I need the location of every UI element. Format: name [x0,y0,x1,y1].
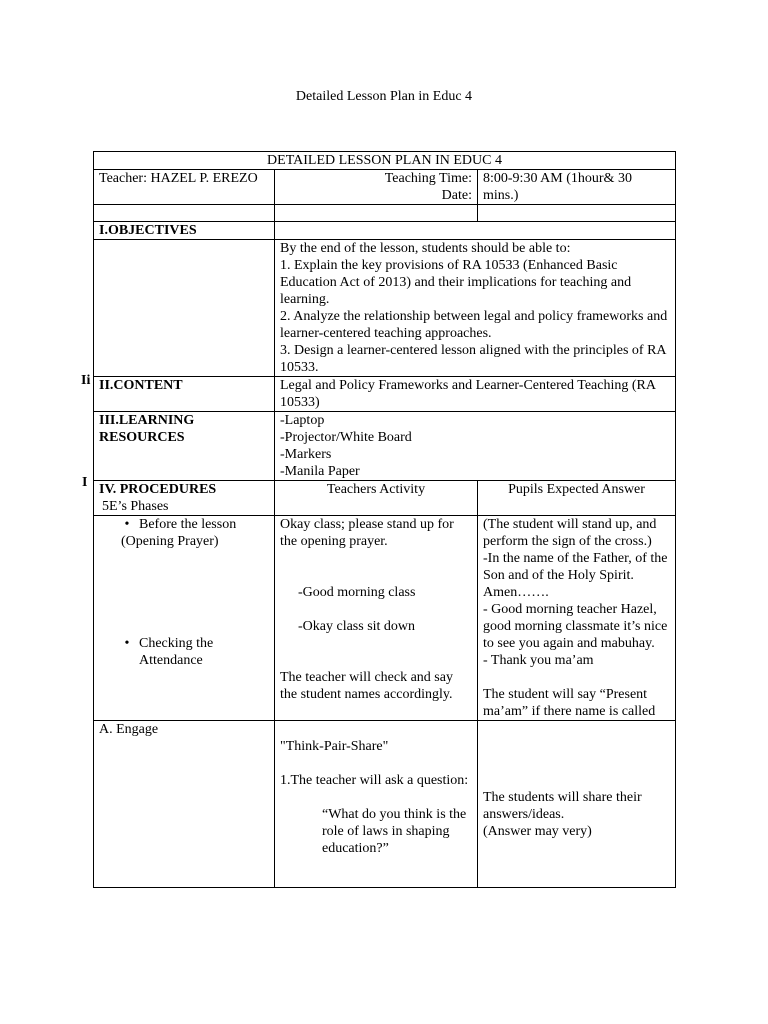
table-header-row [94,152,676,170]
pupil-line: (The student will stand up, and perform the sign of the cross.) [483,517,657,549]
before-lesson-label: Before the lesson [139,517,237,532]
phases-subheading: 5E’s Phases [102,499,169,514]
engage-activity: "Think-Pair-Share" [280,739,389,754]
margin-mark-content: Ii [81,373,91,388]
engage-row [94,721,676,888]
procedures-heading: IV. PROCEDURES [99,482,217,497]
time-date-labels [275,170,478,205]
content-heading: II.CONTENT [94,377,275,412]
teacher-line: -Okay class sit down [298,619,416,634]
pupil-line: The students will share their answers/ideas. [483,790,642,822]
before-lesson-row [94,516,676,721]
blank-cell [94,205,275,222]
resources-heading [94,412,275,481]
before-lesson-phase [94,516,275,721]
objectives-label-empty [94,240,275,377]
margin-mark-procedures: I [82,475,88,490]
content-row [94,377,676,412]
resource-item: -Markers [280,447,332,462]
teaching-time-value: 8:00-9:30 AM (1hour& 30 mins.) [478,170,676,205]
bullet-icon: • [124,517,130,532]
bullet-icon: • [124,636,130,651]
table-header: DETAILED LESSON PLAN IN EDUC 4 [94,152,676,170]
before-lesson-teacher [275,516,478,721]
resources-heading-text: III.LEARNING RESOURCES [99,413,195,445]
engage-pupils [478,721,676,888]
before-lesson-pupils [478,516,676,721]
engage-phase: A. Engage [94,721,275,888]
teacher-row [94,170,676,205]
objectives-row [94,240,676,377]
blank-row [94,205,676,222]
pupil-line: - Good morning teacher Hazel, good morning classmate it’s nice to see you again and mabuhay. [483,602,668,651]
objective-item: 1. Explain the key provisions of RA 10533 (Enhanced Basic Education Act of 2013) and their implications for teaching and learning. [280,258,632,307]
blank-cell [478,205,676,222]
teacher-line: Okay class; please stand up for the opening prayer. [280,517,454,549]
objectives-heading-row [94,222,676,240]
teacher-name: Teacher: HAZEL P. EREZO [94,170,275,205]
bullet-item [115,635,269,669]
blank-cell [275,205,478,222]
content-text: Legal and Policy Frameworks and Learner-Centered Teaching (RA 10533) [275,377,676,412]
pupil-line: The student will say “Present ma’am” if there name is called [483,687,656,719]
teacher-activity-header: Teachers Activity [275,481,478,516]
engage-step: 1.The teacher will ask a question: [280,773,469,788]
resource-item: -Laptop [280,413,325,428]
objective-item: 2. Analyze the relationship between legal and policy frameworks and learner-centered teaching approaches. [280,309,668,341]
objectives-heading: I.OBJECTIVES [94,222,275,240]
teacher-line: -Good morning class [298,585,416,600]
engage-teacher [275,721,478,888]
objectives-heading-empty [275,222,676,240]
procedures-header-row [94,481,676,516]
bullet-item [115,516,269,533]
lesson-plan-table [93,151,676,888]
resource-item: -Manila Paper [280,464,360,479]
objectives-intro: By the end of the lesson, students should be able to: [280,241,571,256]
objective-item: 3. Design a learner-centered lesson aligned with the principles of RA 10533. [280,343,666,375]
opening-prayer-label: (Opening Prayer) [121,534,219,549]
attendance-label: Checking the Attendance [139,636,214,668]
pupil-line: (Answer may very) [483,824,592,839]
teacher-line: The teacher will check and say the student names accordingly. [280,670,453,702]
resource-item: -Projector/White Board [280,430,412,445]
pupil-line: - Thank you ma’am [483,653,594,668]
pupil-answer-header: Pupils Expected Answer [478,481,676,516]
resources-row [94,412,676,481]
teaching-time-label: Teaching Time: [384,171,472,186]
procedures-heading-cell [94,481,275,516]
pupil-line: -In the name of the Father, of the Son and of the Holy Spirit. Amen……. [483,551,668,600]
date-label: Date: [441,188,472,203]
document-title: Detailed Lesson Plan in Educ 4 [295,89,473,104]
engage-question: “What do you think is the role of laws in shaping education?” [322,807,467,856]
objectives-list [275,240,676,377]
resources-list [275,412,676,481]
